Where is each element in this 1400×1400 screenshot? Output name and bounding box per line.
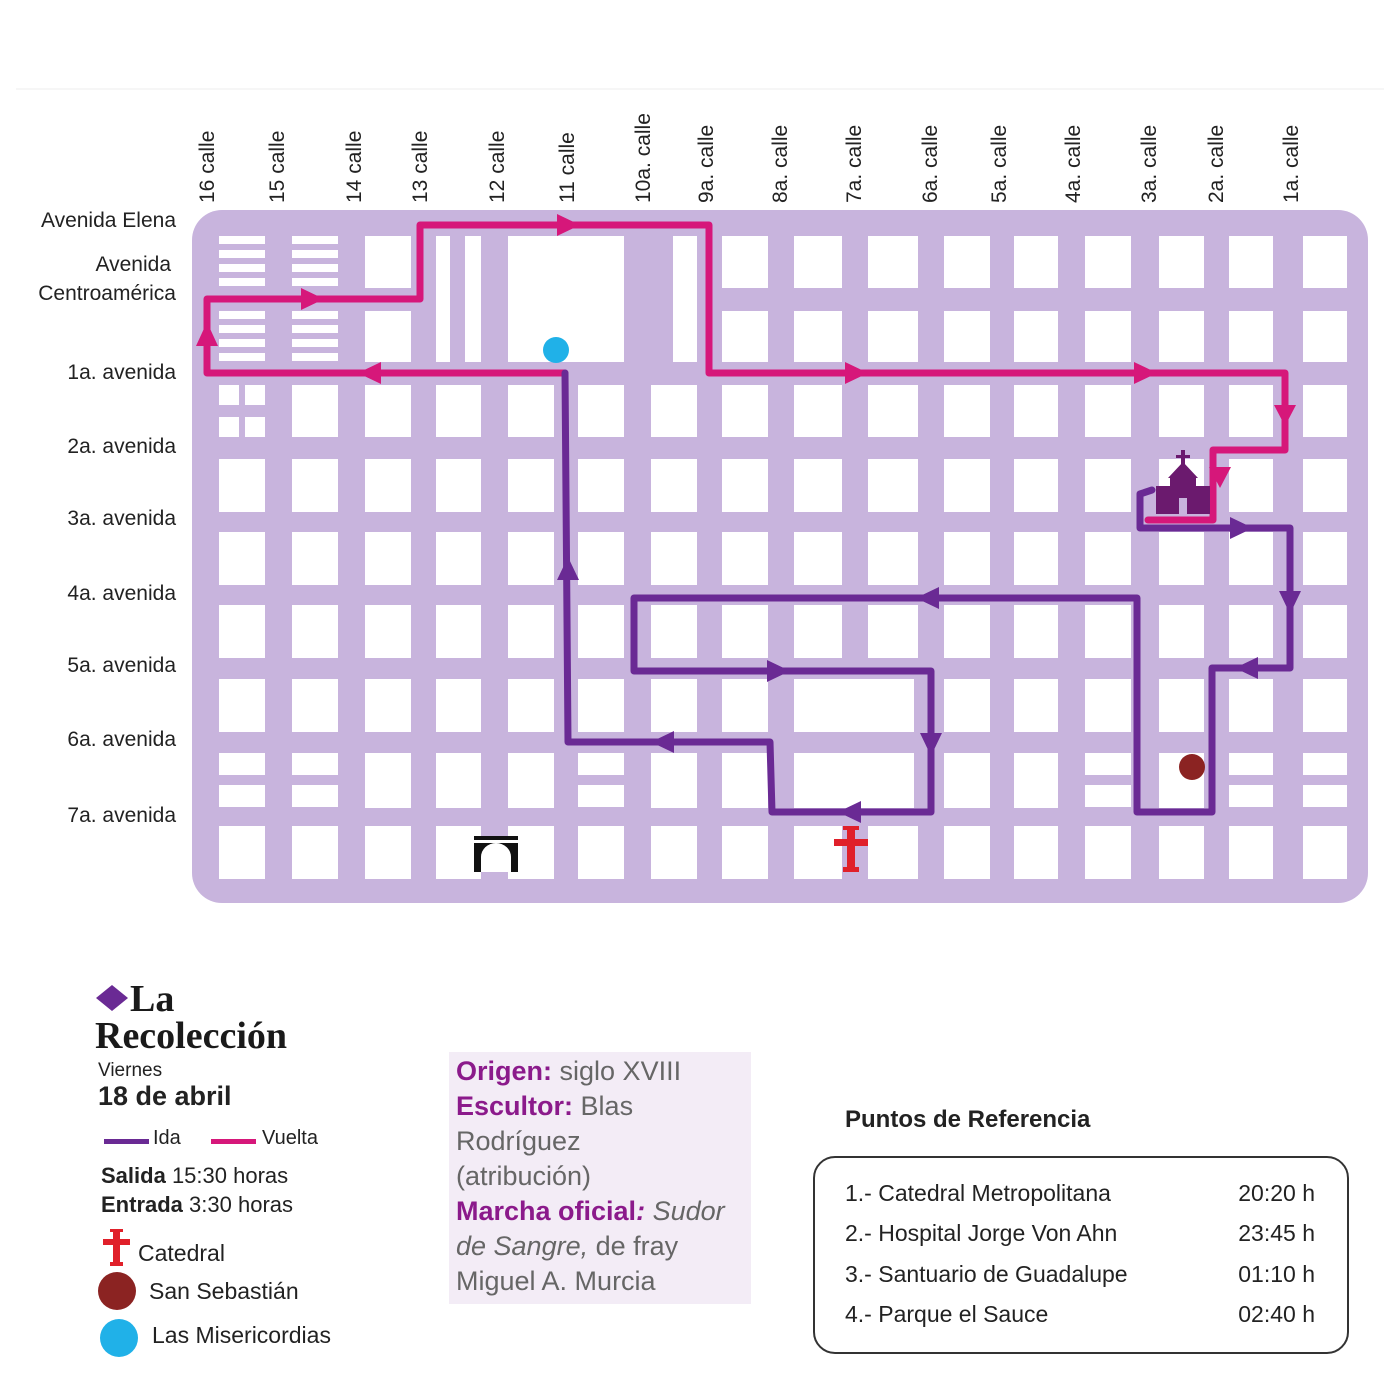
city-block [1229,785,1273,807]
city-block [292,753,338,775]
city-block [578,753,624,775]
city-block [219,236,265,244]
city-block [292,250,338,258]
city-block [944,236,990,288]
city-block [944,753,990,808]
reference-name: 4.- Parque el Sauce [845,1301,1049,1327]
origen-value: siglo XVIII [559,1056,682,1086]
city-block [436,679,481,732]
city-block [1303,679,1347,732]
arch-icon[interactable] [474,836,518,872]
city-block [944,459,990,512]
avenue-label-4a: 4a. avenida [67,582,176,605]
marcha-label: Marcha oficial [456,1196,637,1226]
city-block [944,385,990,437]
city-block [1229,826,1273,879]
city-block [292,325,338,333]
street-label: 13 calle [409,130,432,203]
city-block [219,826,265,879]
city-block [578,826,624,879]
city-block [292,353,338,361]
city-block [651,532,697,585]
city-block [1085,826,1131,879]
avenue-label-5a: 5a. avenida [67,654,176,677]
references-box [813,1156,1349,1354]
city-block [292,459,338,512]
street-label: 16 calle [196,130,219,203]
city-block [292,385,338,437]
marcha-author: Miguel A. Murcia [456,1266,656,1296]
city-block [651,753,697,808]
diamond-icon [94,983,132,1013]
city-block [868,236,918,288]
city-block [1085,311,1131,362]
legend-san-sebastian-label: San Sebastián [149,1278,299,1304]
marcha-line-2 [449,1229,751,1264]
street-label: 3a. calle [1138,124,1161,203]
city-block [365,385,411,437]
city-block [1085,605,1131,658]
street-label: 10a. calle [632,113,655,203]
street-label: 9a. calle [695,124,718,203]
city-block [292,278,338,286]
escultor-line [449,1089,751,1124]
city-block [1014,605,1058,658]
city-block [292,679,338,732]
city-block [1159,385,1204,437]
city-block [722,385,768,437]
avenue-label-7a: 7a. avenida [67,804,176,827]
city-block [1303,532,1347,585]
city-block [1085,236,1131,288]
marcha-title-1: Sudor [652,1196,725,1226]
city-block [722,311,768,362]
city-block [1085,385,1131,437]
city-block [794,311,842,362]
city-block [944,311,990,362]
city-block [1303,785,1347,807]
entrada-time: 3:30 horas [189,1192,294,1217]
legend-san-sebastian-dot [98,1272,136,1310]
city-block [794,459,842,512]
city-block [1014,385,1058,437]
city-block [219,532,265,585]
entrada-label: Entrada [101,1192,183,1217]
city-block [1014,826,1058,879]
legend-day: Viernes [98,1060,163,1081]
city-block [722,236,768,288]
city-block [219,385,239,405]
city-block [292,236,338,244]
ida-swatch [104,1139,149,1144]
city-block [292,826,338,879]
reference-name: 2.- Hospital Jorge Von Ahn [845,1220,1118,1246]
city-block [651,385,697,437]
city-block [365,236,411,288]
reference-time: 01:10 h [1238,1261,1315,1287]
city-block [651,459,697,512]
city-block [1014,679,1058,732]
city-block [794,236,842,288]
city-block [722,679,768,732]
reference-row [845,1261,1315,1288]
legend-date: 18 de abril [98,1081,232,1111]
city-block [868,385,918,437]
city-block [219,753,265,775]
marcha-rest: de fray [595,1231,679,1261]
escultor-label: Escultor: [456,1091,574,1121]
reference-name: 1.- Catedral Metropolitana [845,1180,1111,1206]
reference-time: 02:40 h [1238,1301,1315,1327]
city-block [1303,605,1347,658]
city-block [508,459,554,512]
city-block [578,532,624,585]
city-block [219,417,239,437]
legend-catedral-label: Catedral [138,1240,225,1266]
city-block [292,605,338,658]
legend-title-line1: La [130,978,175,1020]
city-block [292,532,338,585]
city-block [578,679,624,732]
city-block [1229,753,1273,775]
reference-row [845,1180,1315,1207]
city-block [1014,532,1058,585]
street-label: 4a. calle [1062,124,1085,203]
street-label: 15 calle [266,130,289,203]
marcha-colon: : [636,1196,646,1226]
misericordias-marker[interactable] [543,337,569,363]
salida-label: Salida [101,1163,166,1188]
city-block [1159,679,1204,732]
city-block [673,236,697,362]
city-block [1303,385,1347,437]
legend-cross-icon [102,1229,132,1267]
marcha-title-2: de Sangre, [456,1231,589,1261]
city-block [1303,311,1347,362]
city-block [722,459,768,512]
city-block [578,459,624,512]
ida-label: Ida [153,1127,181,1149]
city-block [436,385,481,437]
city-block [365,826,411,879]
city-block [219,339,265,347]
avenue-label-centroamerica-2: Centroamérica [38,282,176,305]
reference-name: 3.- Santuario de Guadalupe [845,1261,1128,1287]
city-block [365,311,411,362]
city-block [868,459,918,512]
references-title: Puntos de Referencia [845,1106,1091,1133]
city-block [944,826,990,879]
city-block [508,679,554,732]
city-block [651,605,697,658]
reference-row [845,1301,1315,1328]
city-block [436,753,481,808]
city-block [292,339,338,347]
city-block [436,459,481,512]
city-block [219,353,265,361]
city-block [794,753,914,808]
city-block [508,753,554,808]
city-block [944,679,990,732]
city-block [365,753,411,808]
city-block [292,785,338,807]
street-labels [196,113,1303,203]
city-block [794,605,842,658]
city-block [794,679,914,732]
vuelta-label: Vuelta [262,1127,318,1149]
avenue-label-6a: 6a. avenida [67,728,176,751]
city-block [436,236,450,362]
city-block [219,785,265,807]
city-block [1229,532,1273,585]
reference-time: 20:20 h [1238,1180,1315,1206]
city-block [508,605,554,658]
avenue-label-elena: Avenida Elena [40,209,176,232]
city-block [245,417,265,437]
city-block [365,679,411,732]
city-block [365,459,411,512]
city-block [1085,679,1131,732]
city-block [1303,753,1347,775]
city-block [1014,311,1058,362]
city-block [219,459,265,512]
city-block [578,785,624,807]
city-block [1014,753,1058,808]
avenue-label-1a: 1a. avenida [67,361,176,384]
city-block [1085,459,1131,512]
city-block [722,753,768,808]
city-block [1303,826,1347,879]
city-block [651,679,697,732]
origen-line [449,1054,751,1089]
san-sebastian-marker[interactable] [1179,754,1205,780]
city-block [1303,459,1347,512]
city-block [868,826,918,879]
city-block [1159,311,1204,362]
city-block [794,385,842,437]
city-block [1229,311,1273,362]
city-block [578,385,624,437]
city-block [219,325,265,333]
city-block [868,605,918,658]
vuelta-swatch [211,1139,256,1144]
city-block [1085,532,1131,585]
reference-row [845,1220,1315,1247]
city-block [794,826,842,879]
city-block [436,532,481,585]
city-block [219,311,265,319]
city-block [651,826,697,879]
origen-label: Origen: [456,1056,553,1086]
city-block [944,605,990,658]
street-label: 11 calle [556,132,579,203]
escultor-value-2: Rodríguez [456,1126,581,1156]
street-label: 12 calle [486,130,509,203]
city-block [292,264,338,272]
city-block [219,264,265,272]
city-block [578,605,624,658]
city-block [219,605,265,658]
city-block [1159,236,1204,288]
city-block [465,236,481,362]
city-block [868,311,918,362]
city-block [1085,753,1131,775]
salida-row [101,1163,288,1189]
city-block [1014,236,1058,288]
legend-misericordias-label: Las Misericordias [152,1322,331,1348]
city-block [245,385,265,405]
marcha-line [449,1194,751,1229]
street-label: 5a. calle [988,124,1011,203]
city-block [1229,679,1273,732]
street-label: 1a. calle [1280,124,1303,203]
city-block [722,605,768,658]
city-block [1229,605,1273,658]
avenue-label-centroamerica-1: Avenida [95,253,171,276]
legend-title-line2: Recolección [95,1015,288,1057]
city-block [292,311,338,319]
street-label: 2a. calle [1205,124,1228,203]
city-block [365,605,411,658]
street-label: 8a. calle [769,124,792,203]
city-block [219,278,265,286]
entrada-row [101,1192,293,1218]
city-block [944,532,990,585]
city-block [1159,826,1204,879]
city-block [1229,236,1273,288]
city-block [868,532,918,585]
city-block [1159,532,1204,585]
street-label: 7a. calle [843,124,866,203]
info-panel [449,1052,751,1304]
city-block [794,532,842,585]
city-block [1229,459,1273,512]
city-block [1303,236,1347,288]
legend-panel [88,975,353,1355]
city-block [722,532,768,585]
escultor-value-3: (atribución) [456,1161,592,1191]
reference-time: 23:45 h [1238,1220,1315,1246]
city-block [1229,385,1273,437]
city-block [508,385,554,437]
street-label: 14 calle [343,130,366,203]
city-block [722,826,768,879]
city-block [1085,785,1131,807]
city-block [1014,459,1058,512]
city-block [436,605,481,658]
city-block [508,532,554,585]
escultor-value-1: Blas [580,1091,634,1121]
city-block [1159,605,1204,658]
avenue-label-2a: 2a. avenida [67,435,176,458]
legend-misericordias-dot [100,1319,138,1357]
avenue-label-3a: 3a. avenida [67,507,176,530]
street-label: 6a. calle [919,124,942,203]
salida-time: 15:30 horas [171,1163,289,1188]
city-block [219,250,265,258]
city-block [219,679,265,732]
city-block [365,532,411,585]
